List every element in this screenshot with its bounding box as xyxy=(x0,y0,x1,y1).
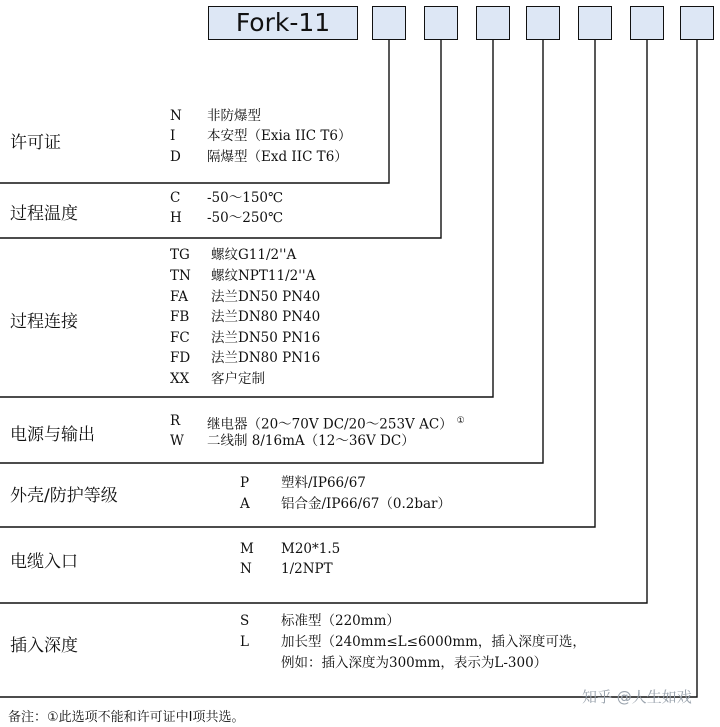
connector-line-6 xyxy=(0,40,647,603)
option-desc: M20*1.5 xyxy=(281,541,341,557)
option-code: FA xyxy=(170,289,188,305)
watermark: 知乎 @人生如戏 xyxy=(582,688,692,706)
option-desc: 二线制 8/16mA（12～36V DC） xyxy=(207,433,415,449)
footnote-text: 备注：①此选项不能和许可证中I项共选。 xyxy=(8,710,245,725)
option-desc: 塑料/IP66/67 xyxy=(281,475,366,491)
option-code: FC xyxy=(170,330,190,346)
category-label-housing-protection: 外壳/防护等级 xyxy=(10,486,118,506)
option-code: TG xyxy=(170,247,190,263)
option-desc: -50～250℃ xyxy=(207,210,284,226)
option-desc: 法兰DN50 PN16 xyxy=(211,330,321,346)
option-desc: 非防爆型 xyxy=(207,108,261,124)
category-label-insertion-depth: 插入深度 xyxy=(10,636,78,656)
option-code: D xyxy=(170,149,181,165)
option-code: W xyxy=(170,433,184,449)
option-desc: 法兰DN50 PN40 xyxy=(211,289,321,305)
option-code: FB xyxy=(170,309,190,325)
option-code: TN xyxy=(170,268,191,284)
option-code: H xyxy=(170,210,182,226)
option-code: I xyxy=(170,128,176,144)
category-label-process-temperature: 过程温度 xyxy=(10,204,78,224)
option-code: A xyxy=(240,496,250,512)
option-desc: 标准型（220mm） xyxy=(281,613,400,629)
option-desc: 法兰DN80 PN16 xyxy=(211,350,321,366)
category-label-cable-entry: 电缆入口 xyxy=(10,552,78,572)
option-code: R xyxy=(170,413,181,429)
option-desc: 螺纹NPT11/2''A xyxy=(211,268,316,284)
option-desc: 螺纹G11/2''A xyxy=(211,247,297,263)
option-code: N xyxy=(240,561,252,577)
model-number: Fork-11 xyxy=(235,8,331,37)
category-label-process-connection: 过程连接 xyxy=(10,312,78,332)
category-label-power-output: 电源与输出 xyxy=(10,425,95,445)
category-label-certificate: 许可证 xyxy=(10,133,61,153)
option-code: C xyxy=(170,190,181,206)
option-desc: 本安型（Exia IIC T6） xyxy=(207,128,352,144)
option-code: L xyxy=(240,634,249,650)
option-code: S xyxy=(240,613,250,629)
option-desc: -50～150℃ xyxy=(207,190,284,206)
footnote-mark: ① xyxy=(456,416,465,426)
option-code: N xyxy=(170,108,182,124)
option-desc: 隔爆型（Exd IIC T6） xyxy=(207,149,348,165)
option-desc: 加长型（240mm≤L≤6000mm，插入深度可选， xyxy=(281,634,586,650)
option-desc-text: 继电器（20～70V DC/20～253V AC） xyxy=(207,416,453,433)
option-code: P xyxy=(240,475,250,491)
option-desc: 客户定制 xyxy=(211,371,265,387)
option-desc: 铝合金/IP66/67（0.2bar） xyxy=(281,496,451,512)
option-desc: 1/2NPT xyxy=(281,561,333,577)
option-desc: 法兰DN80 PN40 xyxy=(211,309,321,325)
option-code: XX xyxy=(170,371,190,387)
option-desc: 例如：插入深度为300mm，表示为L-300） xyxy=(281,655,548,671)
option-code: FD xyxy=(170,350,191,366)
option-code: M xyxy=(240,541,254,557)
